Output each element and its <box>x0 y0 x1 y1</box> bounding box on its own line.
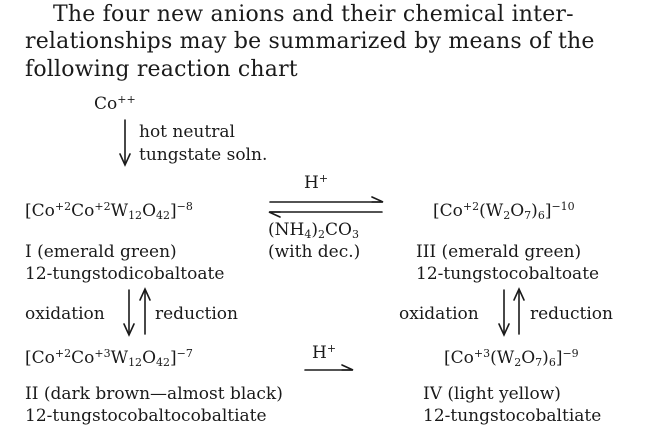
arrow-left-reduction-up <box>140 289 150 334</box>
arrow-right-reduction-up <box>514 289 524 334</box>
compound-3-name: 12-tungstocobaltoate <box>416 264 600 284</box>
start-species: Co++ <box>94 92 136 114</box>
compound-3-label: III (emerald green) <box>416 242 582 262</box>
compound-1-label: I (emerald green) <box>25 242 177 262</box>
reagent-note: (with dec.) <box>268 242 361 262</box>
left-reduction-label: reduction <box>155 304 238 324</box>
compound-1-name: 12-tungstodicobaltoate <box>25 264 225 284</box>
right-oxidation-label: oxidation <box>399 304 479 324</box>
compound-4-label: IV (light yellow) <box>423 384 561 404</box>
compound-2-formula: $[Co^{+2}Co^{+3}W_{12}O_{42}]^{-7}$ <box>25 346 193 370</box>
arrow-left-oxidation-down <box>124 290 134 335</box>
reagent-ammonium-carbonate: $(NH_4)_2CO_3$ <box>268 220 359 242</box>
arrow-right-top <box>270 197 383 202</box>
step1-condition-1: hot neutral <box>139 122 235 142</box>
reagent-acid-top: H+ <box>304 171 329 193</box>
intro-line-3: following reaction chart <box>25 57 298 82</box>
right-reduction-label: reduction <box>530 304 613 324</box>
arrow-right-bottom <box>305 365 353 370</box>
arrow-right-oxidation-down <box>499 290 509 335</box>
compound-1-formula: $[Co^{+2}Co^{+2}W_{12}O_{42}]^{-8}$ <box>25 199 193 223</box>
intro-line-2: relationships may be summarized by means of the <box>25 29 595 54</box>
compound-3-formula: $[Co^{+2}(W_2O_7)_6]^{-10}$ <box>433 199 575 223</box>
left-oxidation-label: oxidation <box>25 304 105 324</box>
reagent-acid-bottom: H+ <box>312 341 337 363</box>
arrow-down-start <box>120 120 130 165</box>
intro-line-1: The four new anions and their chemical inter- <box>53 2 574 27</box>
step1-condition-2: tungstate soln. <box>139 145 268 165</box>
compound-2-label: II (dark brown—almost black) <box>25 384 283 404</box>
compound-4-formula: $[Co^{+3}(W_2O_7)_6]^{-9}$ <box>444 346 579 370</box>
arrow-left-bottom <box>269 212 382 217</box>
compound-4-name: 12-tungstocobaltiate <box>423 406 602 426</box>
compound-2-name: 12-tungstocobaltocobaltiate <box>25 406 267 426</box>
